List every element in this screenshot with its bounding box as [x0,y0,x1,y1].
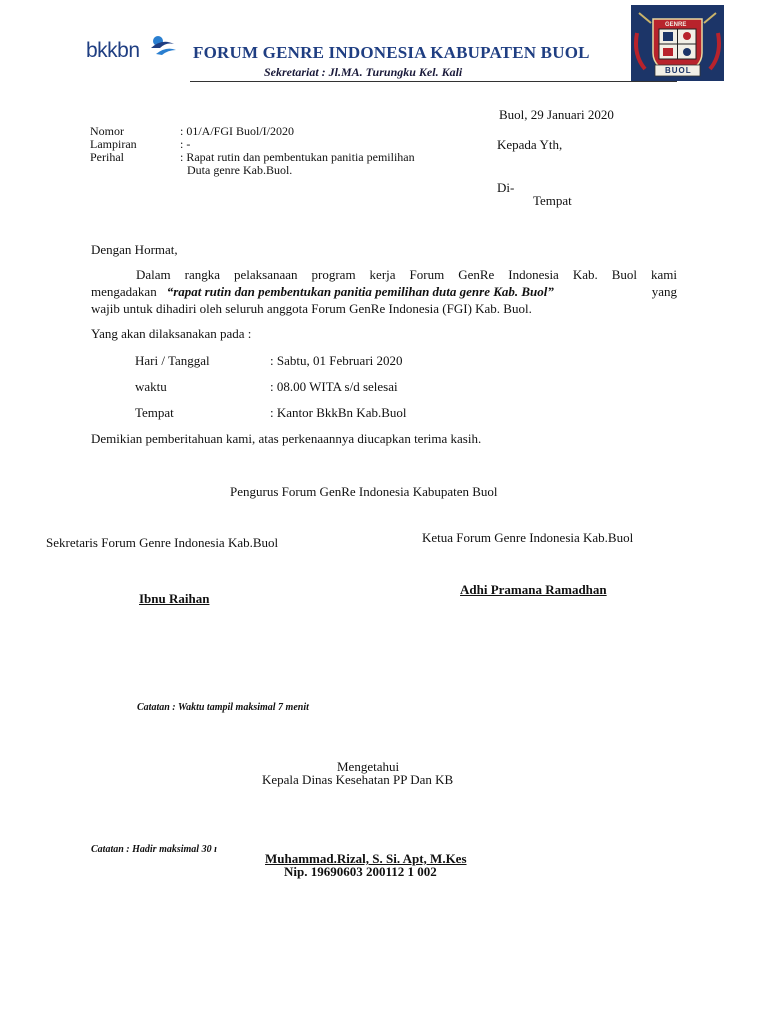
schedule-label-place: Tempat [135,405,174,420]
emblem-bottom-text: BUOL [665,66,692,75]
meta-value-lampiran: : - [180,137,191,151]
schedule-intro: Yang akan dilaksanakan pada : [91,326,252,341]
schedule-label-time: waktu [135,379,167,394]
meta-label-nomor: Nomor [90,124,124,138]
emblem-top-text: GENRE [665,22,687,28]
recipient-to: Kepada Yth, [497,137,563,152]
closing-text: Demikian pemberitahuan kami, atas perkenaannya diucapkan terima kasih. [91,431,482,446]
schedule-label-day: Hari / Tanggal [135,353,210,368]
body-line-1: Dalam rangka pelaksanaan program kerja Forum GenRe Indonesia Kab. Buol kami [136,267,677,282]
secretary-name: Ibnu Raihan [139,591,210,606]
meta-value-perihal: : Rapat rutin dan pembentukan panitia pemilihan [180,150,415,164]
header-divider [190,81,677,82]
head-of-office-title: Kepala Dinas Kesehatan PP Dan KB [262,772,454,787]
head-of-office-name: Muhammad.Rizal, S. Si. Apt, M.Kes [265,851,467,866]
head-of-office-nip: Nip. 19690603 200112 1 002 [284,864,437,879]
meta-label-lampiran: Lampiran [90,137,137,151]
body-prefix: mengadakan [91,284,157,299]
body-line-3: wajib untuk dihadiri oleh seluruh anggota Forum GenRe Indonesia (FGI) Kab. Buol. [91,301,532,316]
body-line-2 [91,284,677,300]
note-performance-time: Catatan : Waktu tampil maksimal 7 menit [137,702,309,713]
body-suffix: yang [651,284,677,299]
meeting-subject: “rapat rutin dan pembentukan panitia pemilihan duta genre Kab. Buol” [166,284,554,299]
schedule-value-day: : Sabtu, 01 Februari 2020 [270,353,403,368]
meta-value-perihal-cont: Duta genre Kab.Buol. [187,163,293,177]
chair-name: Adhi Pramana Ramadhan [460,582,607,597]
bkkbn-swirl-icon [148,34,178,58]
note-attendance: Catatan : Hadir maksimal 30 ı [91,844,217,855]
greeting: Dengan Hormat, [91,242,178,257]
secretary-title: Sekretaris Forum Genre Indonesia Kab.Buol [46,535,279,550]
committee-label: Pengurus Forum GenRe Indonesia Kabupaten Buol [230,484,498,499]
bkkbn-logo-text: bkkbn [86,39,140,62]
organization-title: FORUM GENRE INDONESIA KABUPATEN BUOL [193,43,590,62]
schedule-value-place: : Kantor BkkBn Kab.Buol [270,405,407,420]
place-date: Buol, 29 Januari 2020 [499,107,614,122]
chair-title: Ketua Forum Genre Indonesia Kab.Buol [422,530,634,545]
meta-label-perihal: Perihal [90,150,124,164]
secretariat-address: Sekretariat : Jl.MA. Turungku Kel. Kali [264,65,463,79]
recipient-di: Di- [497,180,515,195]
recipient-place: Tempat [533,193,572,208]
genre-emblem [631,5,724,81]
acknowledge-label: Mengetahui [337,759,400,774]
bkkbn-logo [86,34,178,66]
schedule-value-time: : 08.00 WITA s/d selesai [270,379,398,394]
meta-value-nomor: : 01/A/FGI Buol/I/2020 [180,124,295,138]
